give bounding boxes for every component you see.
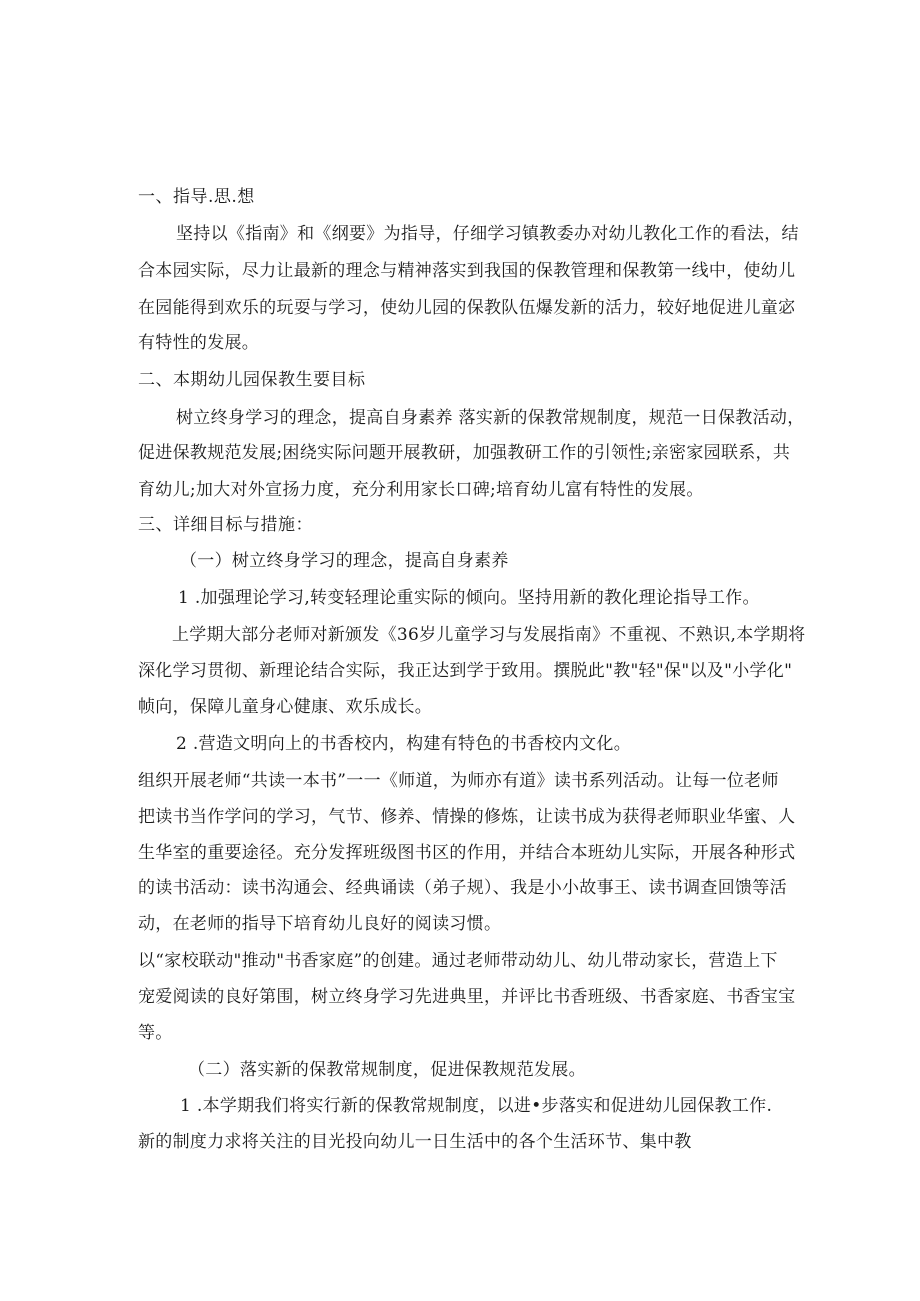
paragraph-line: 组织开展老师“共读一本书”一一《师道，为师亦有道》读书系列活动。让每一位老师 [138, 771, 779, 791]
paragraph-line: 动，在老师的指导下培育幼儿良好的阅读习惯。 [138, 914, 502, 934]
numbered-item: 1 .本学期我们将实行新的保教常规制度，以进•步落实和促进幼儿园保教工作. [180, 1096, 773, 1116]
paragraph-line: 帧向，保障儿童身心健康、欢乐成长。 [138, 697, 433, 717]
paragraph-line: 宠爱阅读的良好第围，树立终身学习先进典里，并评比书香班级、书香家庭、书香宝宝 [138, 987, 796, 1007]
paragraph-line: 促进保教规范发展;困绕实际问题开展教研，加强教研工作的引领性;亲密家园联系，共 [138, 443, 791, 463]
paragraph-line: 生华室的重要途径。充分发挥班级图书区的作用，并结合本班幼儿实际，开展各种形式 [138, 843, 796, 863]
paragraph-line: 合本园实际，尽力让最新的理念与精神落实到我国的保教管理和保教第一线中，使幼儿 [138, 261, 796, 281]
paragraph-line: 树立终身学习的理念，提高自身素养 落实新的保教常规制度，规范一日保教活动， [176, 408, 805, 428]
paragraph-line: 的读书活动：读书沟通会、经典诵读（弟子规）、我是小小故事王、读书调查回馈等活 [138, 878, 787, 898]
numbered-item: 1 .加强理论学习,转变轻理论重实际的倾向。坚持用新的教化理论指导工作。 [178, 588, 760, 608]
paragraph-line: 新的制度力求将关注的目光投向幼儿一日生活中的各个生活环节、集中教 [138, 1132, 692, 1152]
subsection-heading: （一）树立终身学习的理念，提高自身素养 [180, 551, 509, 571]
section-heading-2: 二、本期幼儿园保教生要目标 [138, 370, 366, 390]
paragraph-line: 以“家校联动"推动"书香家庭”的创建。通过老师带动幼儿、幼儿带动家长，营造上下 [138, 951, 778, 971]
paragraph-line: 有特性的发展。 [138, 333, 260, 353]
paragraph-line: 深化学习贯彻、新理论结合实际，我正达到学于致用。撰脱此"教"轻"保"以及"小学化" [138, 661, 793, 681]
paragraph-line: 坚持以《指南》和《纲要》为指导，仔细学习镇教委办对幼儿教化工作的看法，结 [176, 224, 799, 244]
paragraph-line: 在园能得到欢乐的玩耍与学习，使幼儿园的保教队伍爆发新的活力，较好地促进儿童宓 [138, 298, 796, 318]
section-heading-1: 一、指导.思.想 [138, 187, 255, 207]
paragraph-line: 等。 [138, 1023, 173, 1043]
numbered-item: 2 .营造文明向上的书香校内，构建有特色的书香校内文化。 [176, 734, 632, 754]
paragraph-line: 把读书当作学问的学习，气节、修养、情操的修炼，让读书成为获得老师职业华蜜、人 [138, 807, 796, 827]
subsection-heading: （二）落实新的保教常规制度，促进保教规范发展。 [188, 1060, 586, 1080]
section-heading-3: 三、详细目标与措施： [138, 515, 313, 535]
paragraph-line: 育幼儿;加大对外宣扬力度，充分利用家长口碑;培育幼儿富有特性的发展。 [138, 480, 704, 500]
paragraph-line: 上学期大部分老师对新颁发《36岁儿童学习与发展指南》不重视、不熟识,本学期将 [172, 625, 806, 645]
